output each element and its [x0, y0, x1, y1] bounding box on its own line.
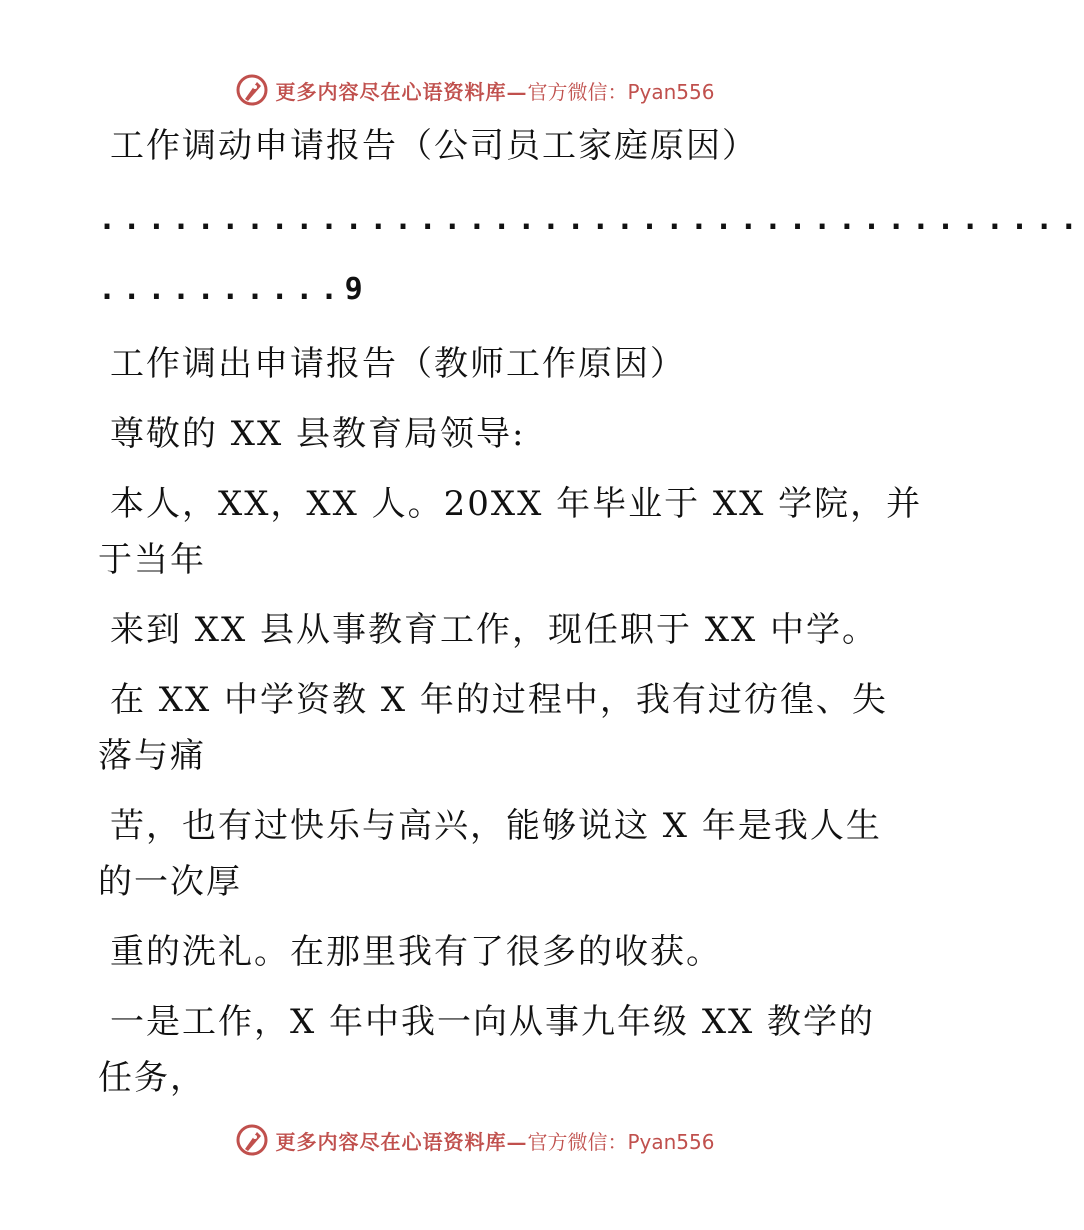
- pen-nib-logo-icon: [235, 1123, 269, 1157]
- document-heading: 工作调出申请报告（教师工作原因）: [110, 344, 686, 384]
- document-body: [98, 118, 1084, 1106]
- header-banner-text: 更多内容尽在心语资料库—: [275, 79, 528, 104]
- toc-leader-dots: ........................................: [98, 202, 1084, 237]
- paragraph-line: 来到 XX 县从事教育工作，现任职于 XX 中学。: [110, 610, 879, 650]
- salutation: 尊敬的 XX 县教育局领导:: [110, 414, 526, 454]
- footer-banner: [0, 1120, 950, 1160]
- toc-entry-title: 工作调动申请报告（公司员工家庭原因）: [110, 126, 758, 166]
- header-banner: [0, 70, 950, 110]
- paragraph-line: 本人，XX，XX 人。20XX 年毕业于 XX 学院，并: [110, 484, 923, 524]
- paragraph-line: 在 XX 中学资教 X 年的过程中，我有过彷徨、失: [110, 680, 888, 720]
- footer-banner-wechat: 官方微信：Pyan556: [527, 1129, 715, 1154]
- paragraph-line: 的一次厚: [98, 862, 242, 902]
- pen-nib-logo-icon: [235, 73, 269, 107]
- paragraph-line: 于当年: [98, 540, 206, 580]
- header-banner-wechat: 官方微信：Pyan556: [527, 79, 715, 104]
- toc-page-number-line: ..........9: [98, 272, 370, 307]
- paragraph-line: 一是工作，X 年中我一向从事九年级 XX 教学的: [110, 1002, 876, 1042]
- paragraph-line: 苦，也有过快乐与高兴，能够说这 X 年是我人生: [110, 806, 882, 846]
- paragraph-line: 落与痛: [98, 736, 206, 776]
- paragraph-line: 任务，: [98, 1058, 206, 1098]
- footer-banner-text: 更多内容尽在心语资料库—: [275, 1129, 528, 1154]
- paragraph-line: 重的洗礼。在那里我有了很多的收获。: [110, 932, 722, 972]
